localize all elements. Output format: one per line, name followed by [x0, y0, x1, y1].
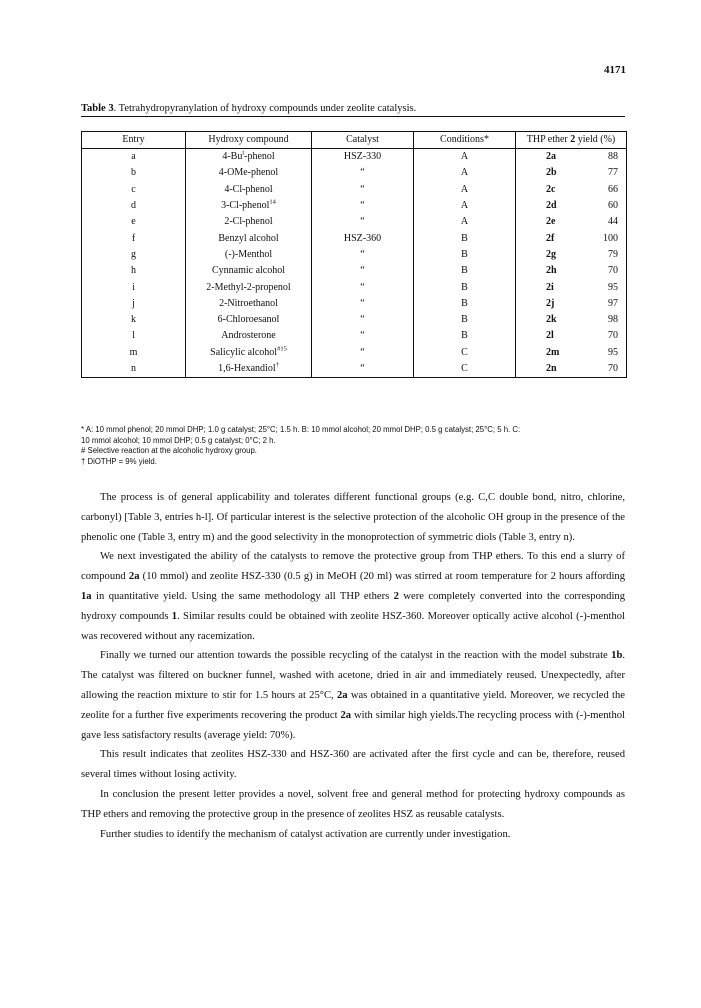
- cell-catalyst: “: [312, 165, 414, 181]
- cell-catalyst: “: [312, 247, 414, 263]
- cell-entry: l: [82, 328, 186, 344]
- paragraph-2: We next investigated the ability of the catalysts to remove the protective group from THP ethers. To this end a slurry of compound 2a (10 mmol) and zeolite HSZ-330 (0.5 g) in MeOH (20 ml) was stirred at room temperature for 2 hours affording 1a in quantitative yield. Using the same methodology all THP ethers 2 were completely converted into the corresponding hydroxy compounds 1. Similar results could be obtained with zeolite HSZ-360. Moreover optically active alcohol (-)-menthol was recovered without any racemization.: [81, 551, 626, 642]
- cell-ether-yield: [516, 198, 627, 214]
- cell-ether-yield: [516, 247, 627, 263]
- cell-entry: c: [82, 182, 186, 198]
- cell-catalyst: “: [312, 182, 414, 198]
- cell-ether-yield: [516, 361, 627, 378]
- yield-value: 97: [608, 297, 618, 309]
- yield-value: 70: [608, 330, 618, 342]
- table-row: [82, 247, 627, 263]
- yield-value: 70: [608, 265, 618, 277]
- table-caption-text: . Tetrahydropyranylation of hydroxy compounds under zeolite catalysis.: [113, 103, 417, 114]
- cell-catalyst: “: [312, 198, 414, 214]
- yield-value: 44: [608, 216, 618, 228]
- footnote-conditions: * A: 10 mmol phenol; 20 mmol DHP; 1.0 g catalyst; 25°C; 1.5 h. B: 10 mmol alcohol; 20 mmol DHP; 0.5 g catalyst; 25°C; 5 h. C:: [81, 425, 521, 434]
- cell-ether-yield: [516, 312, 627, 328]
- cell-entry: b: [82, 165, 186, 181]
- yield-table: [81, 131, 627, 378]
- ether-code: 2h: [546, 265, 557, 277]
- cell-ether-yield: [516, 165, 627, 181]
- yield-value: 98: [608, 314, 618, 326]
- cell-ether-yield: [516, 149, 627, 166]
- header-conditions: Conditions*: [414, 132, 516, 149]
- table-row: [82, 345, 627, 361]
- header-entry: Entry: [82, 132, 186, 149]
- footnote-diothp: † DiOTHP = 9% yield.: [81, 456, 157, 466]
- body-text: [81, 488, 625, 844]
- yield-value: 95: [608, 346, 618, 358]
- ether-code: 2m: [546, 346, 560, 358]
- cell-catalyst: “: [312, 361, 414, 378]
- ether-code: 2e: [546, 216, 556, 228]
- cell-catalyst: “: [312, 296, 414, 312]
- cell-compound: Benzyl alcohol: [186, 230, 312, 246]
- table-row: [82, 296, 627, 312]
- cell-conditions: B: [414, 247, 516, 263]
- cell-ether-yield: [516, 182, 627, 198]
- table-row: [82, 165, 627, 181]
- table-row: [82, 214, 627, 230]
- page-number: 4171: [604, 64, 626, 76]
- cell-conditions: B: [414, 279, 516, 295]
- cell-ether-yield: [516, 263, 627, 279]
- paragraph-1: The process is of general applicability and tolerates different functional groups (e.g. C,C double bond, nitro, chlorine, carbonyl) [Table 3, entries h-l]. Of particular interest is the selective protection of the alcoholic OH group in the presence of the phenolic one (Table 3, entry m) and the good selectivity in the monoprotection of symmetric diols (Table 3, entry n).: [81, 492, 625, 543]
- cell-ether-yield: [516, 328, 627, 344]
- table-row: [82, 230, 627, 246]
- cell-catalyst: HSZ-360: [312, 230, 414, 246]
- table-caption-label: Table 3: [81, 103, 114, 114]
- table-row: [82, 198, 627, 214]
- yield-value: 79: [608, 248, 618, 260]
- cell-compound: (-)-Menthol: [186, 247, 312, 263]
- footnote-conditions-cont: 10 mmol alcohol; 10 mmol DHP; 0.5 g catalyst; 0°C; 2 h.: [81, 435, 276, 445]
- cell-conditions: B: [414, 328, 516, 344]
- paragraph-6: Further studies to identify the mechanism of catalyst activation are currently under investigation.: [100, 828, 511, 840]
- ether-code: 2n: [546, 363, 557, 374]
- cell-entry: j: [82, 296, 186, 312]
- table-row: [82, 182, 627, 198]
- cell-compound: Salicylic alcohol$^{\#15}$: [186, 345, 312, 361]
- cell-conditions: A: [414, 149, 516, 166]
- cell-compound: Cynnamic alcohol: [186, 263, 312, 279]
- cell-catalyst: “: [312, 263, 414, 279]
- table-row: [82, 328, 627, 344]
- cell-ether-yield: [516, 279, 627, 295]
- yield-value: 66: [608, 183, 618, 195]
- cell-catalyst: “: [312, 345, 414, 361]
- footnote-selective: # Selective reaction at the alcoholic hydroxy group.: [81, 446, 257, 455]
- table-row: [82, 149, 627, 166]
- ether-code: 2b: [546, 167, 557, 179]
- cell-compound: Androsterone: [186, 328, 312, 344]
- cell-entry: i: [82, 279, 186, 295]
- table-footnotes: [81, 425, 631, 467]
- cell-compound: 3-Cl-phenol$^{14}$: [186, 198, 312, 214]
- cell-compound: 2-Methyl-2-propenol: [186, 279, 312, 295]
- caption-rule: [81, 116, 625, 117]
- cell-entry: n: [82, 361, 186, 378]
- cell-entry: d: [82, 198, 186, 214]
- cell-conditions: B: [414, 263, 516, 279]
- header-ether-yield: THP ether 2 yield (%): [516, 132, 627, 149]
- cell-conditions: B: [414, 296, 516, 312]
- cell-compound: 2-Cl-phenol: [186, 214, 312, 230]
- yield-value: 70: [608, 363, 618, 374]
- header-compound: Hydroxy compound: [186, 132, 312, 149]
- cell-compound: 4-OMe-phenol: [186, 165, 312, 181]
- ether-code: 2d: [546, 200, 557, 212]
- cell-conditions: C: [414, 345, 516, 361]
- cell-conditions: A: [414, 198, 516, 214]
- cell-conditions: A: [414, 165, 516, 181]
- table-row: [82, 361, 627, 378]
- yield-value: 60: [608, 200, 618, 212]
- table-row: [82, 263, 627, 279]
- ether-code: 2j: [546, 297, 555, 309]
- cell-catalyst: HSZ-330: [312, 149, 414, 166]
- cell-conditions: C: [414, 361, 516, 378]
- cell-ether-yield: [516, 345, 627, 361]
- cell-compound: 4-Bu$^t$-phenol: [186, 149, 312, 166]
- cell-entry: k: [82, 312, 186, 328]
- cell-entry: e: [82, 214, 186, 230]
- table-body: [82, 149, 627, 378]
- cell-catalyst: “: [312, 279, 414, 295]
- table-row: [82, 312, 627, 328]
- cell-conditions: A: [414, 214, 516, 230]
- ether-code: 2c: [546, 183, 556, 195]
- cell-ether-yield: [516, 214, 627, 230]
- ether-code: 2g: [546, 248, 556, 260]
- cell-compound: 1,6-Hexandiol†: [186, 361, 312, 378]
- paragraph-4: This result indicates that zeolites HSZ-330 and HSZ-360 are activated after the first cycle and can be, therefore, reused several times without losing activity.: [81, 749, 625, 781]
- cell-ether-yield: [516, 230, 627, 246]
- cell-ether-yield: [516, 296, 627, 312]
- yield-value: 77: [608, 167, 618, 179]
- ether-code: 2l: [546, 330, 554, 342]
- cell-entry: f: [82, 230, 186, 246]
- cell-entry: a: [82, 149, 186, 166]
- cell-compound: 4-Cl-phenol: [186, 182, 312, 198]
- cell-catalyst: “: [312, 328, 414, 344]
- cell-catalyst: “: [312, 312, 414, 328]
- cell-compound: 6-Chloroesanol: [186, 312, 312, 328]
- ether-code: 2i: [546, 281, 554, 293]
- ether-code: 2a: [546, 151, 556, 163]
- yield-value: 88: [608, 151, 618, 163]
- cell-conditions: A: [414, 182, 516, 198]
- paragraph-5: In conclusion the present letter provides a novel, solvent free and general method for protecting hydroxy compounds as THP ethers and removing the protective group in the presence of zeolites HSZ as reusable catalysts.: [81, 788, 625, 820]
- cell-compound: 2-Nitroethanol: [186, 296, 312, 312]
- table-caption: [81, 103, 416, 114]
- ether-code: 2f: [546, 232, 555, 244]
- cell-entry: m: [82, 345, 186, 361]
- yield-value: 100: [603, 232, 618, 244]
- cell-entry: h: [82, 263, 186, 279]
- cell-conditions: B: [414, 312, 516, 328]
- table-row: [82, 279, 627, 295]
- paragraph-3: Finally we turned our attention towards the possible recycling of the catalyst in the reaction with the model substrate 1b. The catalyst was filtered on buckner funnel, washed with acetone, dried in air and immediately reused. Unexpectedly, after allowing the reaction mixture to stir for 1.5 hours at 25°C, 2a was obtained in a quantitative yield. Moreover, we recycled the zeolite for a further five experiments recovering the product 2a with similar high yields.The recycling process with (-)-menthol gave less satisfactory results (average yield: 70%).: [81, 650, 625, 741]
- cell-entry: g: [82, 247, 186, 263]
- table-header-row: [82, 132, 627, 149]
- yield-value: 95: [608, 281, 618, 293]
- cell-conditions: B: [414, 230, 516, 246]
- cell-catalyst: “: [312, 214, 414, 230]
- header-catalyst: Catalyst: [312, 132, 414, 149]
- ether-code: 2k: [546, 314, 557, 326]
